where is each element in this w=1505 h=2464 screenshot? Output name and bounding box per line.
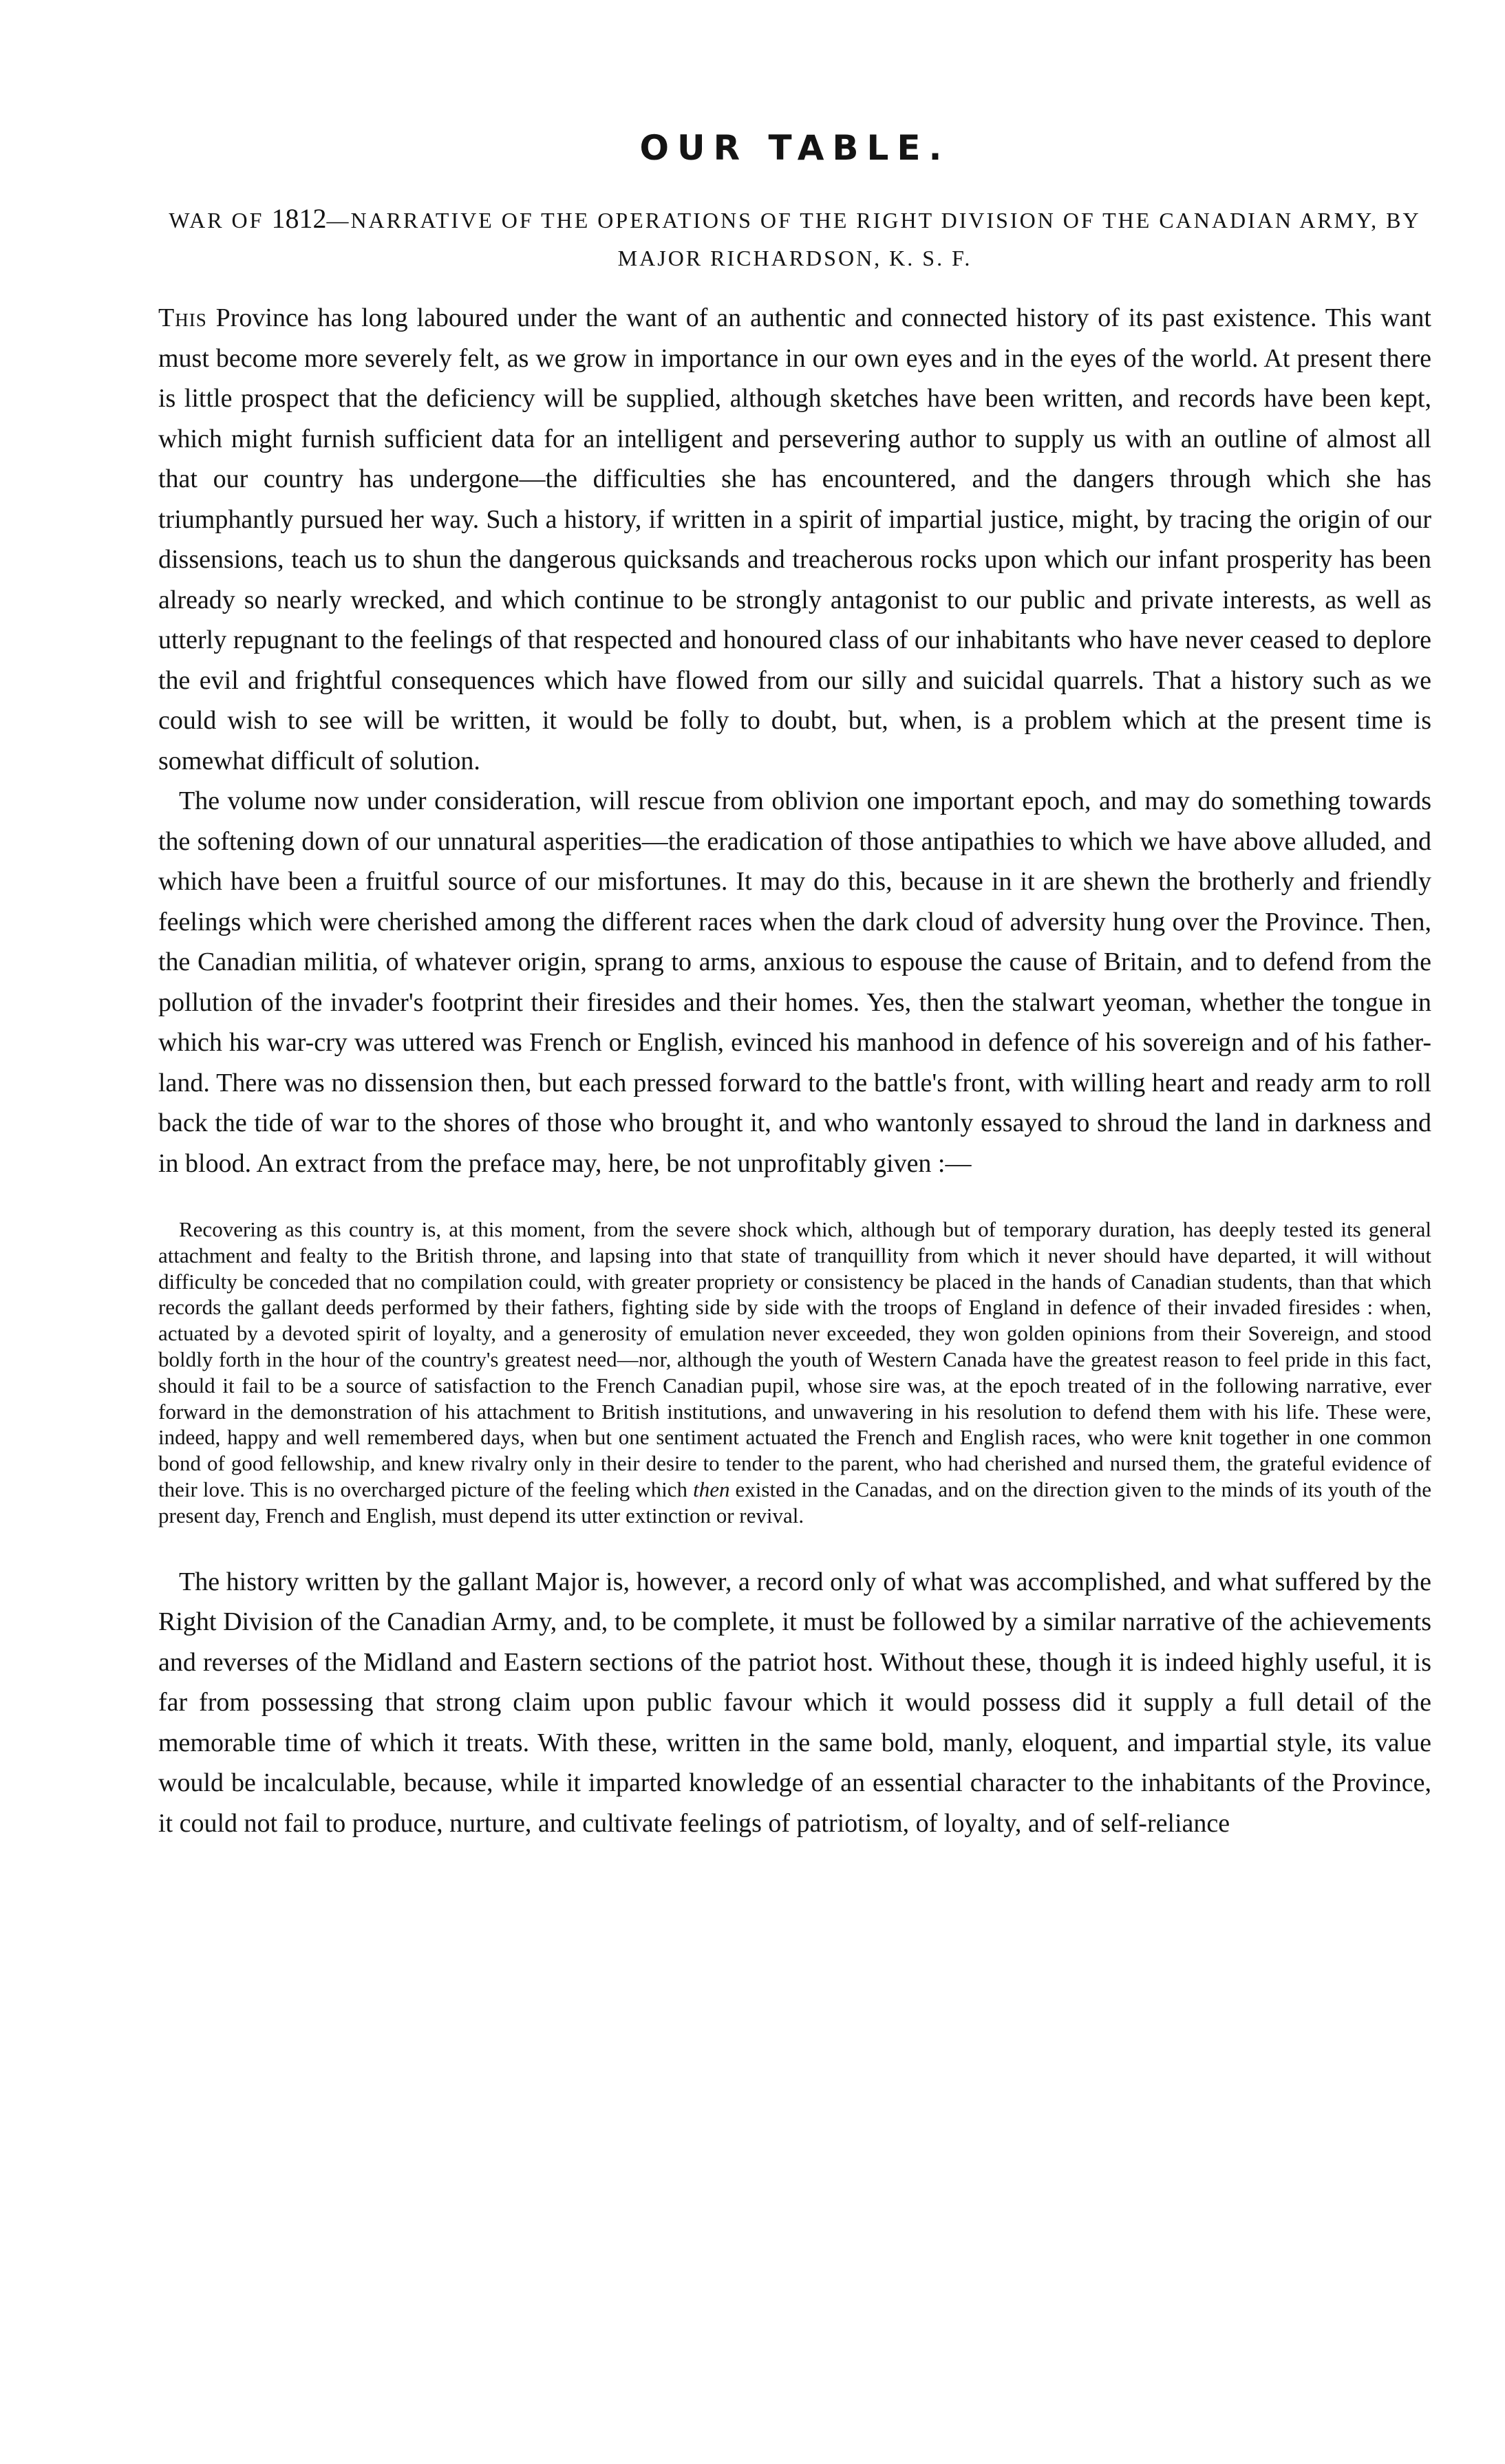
subtitle-rest: —NARRATIVE OF THE OPERATIONS OF THE RIGHT DIVISION OF THE CANADIAN ARMY, BY MAJOR RICHARDSON, K. S. F. [326,208,1421,270]
preface-extract-italic: then [693,1477,730,1501]
article-subtitle [158,200,1431,277]
paragraph-lead-word: This [158,303,207,332]
preface-extract-text: Recovering as this country is, at this moment, from the severe shock which, although but of temporary duration, has deeply tested its general attachment and fealty to the British throne, and lapsing into that state of tranquillity from which it never should have departed, it will without difficulty be conceded that no compilation could, with greater propriety or consistency be placed in the hands of Canadian students, than that which records the gallant deeds performed by their fathers, fighting side by side with the troops of England in defence of their invaded firesides : when, actuated by a devoted spirit of loyalty, and a generosity of emulation never exceeded, they won golden opinions from their Sovereign, and stood boldly forth in the hour of the country's greatest need—nor, although the youth of Western Canada have the greatest reason to feel pride in this fact, should it fail to be a source of satisfaction to the French Canadian pupil, whose sire was, at the epoch treated of in the following narrative, ever forward in the demonstration of his attachment to British institutions, and unwavering in his resolution to defend them with his life. These were, indeed, happy and well remembered days, when but one sentiment actuated the French and English races, who were knit together in one common bond of good fellowship, and knew rivalry only in their desire to tender to the parent, who had cherished and nursed them, the grateful evidence of their love. This is no overcharged picture of the feeling which [158,1217,1431,1501]
preface-extract-ending: existed in the Canadas, and on the direction given to the minds of its youth of the present day, French and English, must depend its utter extinction or revival. [158,1477,1432,1528]
subtitle-year: 1812 [271,203,327,234]
page [158,128,1432,1843]
page-title: OUR TABLE. [639,128,950,168]
subtitle-prefix: WAR OF [169,208,272,233]
paragraph-history: The history written by the gallant Major is, however, a record only of what was accomplished, and what suffered by the Right Division of the Canadian Army, and, to be complete, it must be followed by a similar narrative of the achievements and reverses of the Midland and Eastern sections of the patriot host. Without these, though it is indeed highly useful, it is far from possessing that strong claim upon public favour which it would possess did it supply a full detail of the memorable time of which it treats. With these, written in the same bold, manly, eloquent, and impartial style, its value would be incalculable, because, while it imparted knowledge of an essential character to the inhabitants of the Province, it could not fail to produce, nurture, and cultivate feelings of patriotism, of loyalty, and of self-reliance [158,1567,1431,1838]
paragraph-volume: The volume now under consideration, will rescue from oblivion one important epoch, and may do something towards the softening down of our unnatural asperities—the eradication of those antipathies to which we have above alluded, and which have been a fruitful source of our misfortunes. It may do this, because in it are shewn the brotherly and friendly feelings which were cherished among the different races when the dark cloud of adversity hung over the Province. Then, the Canadian militia, of whatever origin, sprang to arms, anxious to espouse the cause of Britain, and to defend from the pollution of the invader's footprint their firesides and their homes. Yes, then the stalwart yeoman, whether the tongue in which his war-cry was uttered was French or English, evinced his manhood in defence of his sovereign and of his father-land. There was no dissension then, but each pressed forward to the battle's front, with willing heart and ready arm to roll back the tide of war to the shores of those who brought it, and who wantonly essayed to shroud the land in darkness and in blood. An extract from the preface may, here, be not unprofitably given :— [158,786,1431,1178]
paragraph-intro-text: Province has long laboured under the want of an authentic and connected history of its past existence. This want must become more severely felt, as we grow in importance in our own eyes and in the eyes of the world. At present there is little prospect that the deficiency will be supplied, although sketches have been written, and records have been kept, which might furnish sufficient data for an intelligent and persevering author to supply us with an outline of almost all that our country has undergone—the difficulties she has encountered, and the dangers through which she has triumphantly pursued her way. Such a history, if written in a spirit of impartial justice, might, by tracing the origin of our dissensions, teach us to shun the dangerous quicksands and treacherous rocks upon which our infant prosperity has been already so nearly wrecked, and which continue to be strongly antagonist to our public and private interests, as well as utterly repugnant to the feelings of that respected and honoured class of our inhabitants who have never ceased to deplore the evil and frightful consequences which have flowed from our silly and suicidal quarrels. That a history such as we could wish to see will be written, it would be folly to doubt, but, when, is a problem which at the present time is somewhat difficult of solution. [158,303,1431,775]
paragraph-intro [158,298,1431,781]
preface-extract [158,1217,1431,1529]
